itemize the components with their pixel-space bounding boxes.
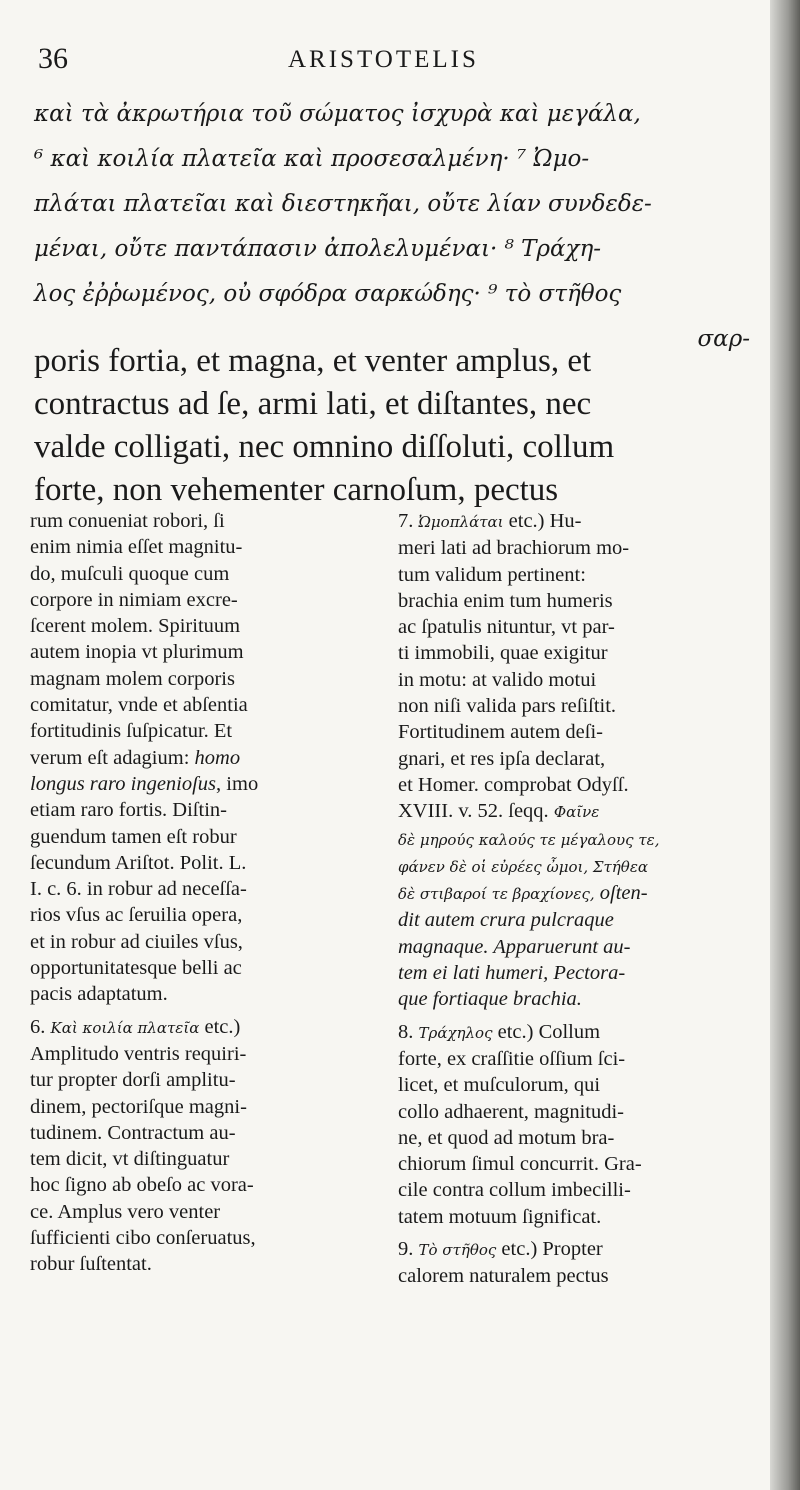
commentary-line [30,1251,370,1277]
line-text: pacis adaptatum. [30,983,168,1006]
line-text: XVIII. v. 52. ſeqq. [398,800,549,823]
commentary-line [30,1199,370,1225]
line-text: autem inopia vt plurimum [30,641,244,664]
commentary-line [30,1172,370,1198]
commentary-line [30,1146,370,1172]
line-text: calorem naturalem pectus [398,1265,609,1288]
greek-text-block [34,92,754,362]
greek-line: λος ἐῤῥωμένος, οὐ σφόδρα σαρκώδης· ⁹ τὸ στῆθος [34,281,622,307]
commentary-line [398,772,766,798]
commentary-line [398,853,766,880]
italic-text: longus raro ingenioſus [30,772,217,795]
italic-text: dit autem crura pulcraque [398,909,614,932]
commentary-left-column [30,508,370,1278]
commentary-line [30,981,370,1007]
greek-quote: δὲ μηρούς καλούς τε μέγαλους τε, [398,830,660,849]
commentary-line [30,587,370,613]
italic-text: que fortiaque brachia. [398,988,582,1011]
commentary-line [30,955,370,981]
line-text: Fortitudinem autem deſi- [398,721,603,744]
commentary-line [398,1099,766,1125]
line-text: hoc ſigno ab obeſo ac vora- [30,1174,254,1197]
line-text: do, muſculi quoque cum [30,562,230,585]
commentary-line [30,534,370,560]
commentary-line [398,986,766,1012]
commentary-line [398,508,766,535]
commentary-line [398,1263,766,1289]
commentary-line [30,718,370,744]
commentary-line [398,960,766,986]
line-text: verum eſt adagium: [30,746,190,769]
commentary-line [398,614,766,640]
commentary-line [398,1019,766,1046]
greek-line: ⁶ καὶ κοιλία πλατεῖα καὶ προσεσαλμένη· ⁷ Ὠμο- [34,146,590,172]
line-text: etc.) Hu- [508,510,582,532]
commentary-line [398,798,766,825]
line-text: robur ſuſtentat. [30,1253,152,1276]
latin-translation-block [34,340,754,512]
line-text: cile contra collum imbecilli- [398,1179,631,1202]
line-text: in motu: at valido motui [398,668,597,691]
commentary-line [398,934,766,960]
commentary-line [30,1041,370,1067]
commentary-line [30,508,370,534]
line-text: 6. [30,1015,46,1038]
running-header [38,42,728,78]
commentary-line [398,1204,766,1230]
line-text: collo adhaerent, magnitudi- [398,1100,624,1123]
line-text: tatem motuum ſignificat. [398,1205,602,1228]
commentary-line [398,1151,766,1177]
commentary-line [30,1120,370,1146]
line-text: ſufficienti cibo conſeruatus, [30,1227,256,1250]
line-text: Amplitudo ventris requiri- [30,1042,247,1065]
commentary-line [30,1067,370,1093]
line-text: I. c. 6. in robur ad neceſſa- [30,878,247,901]
line-text: rum conueniat robori, ſi [30,510,225,532]
commentary-line [30,824,370,850]
italic-text: magnaque. Apparuerunt au- [398,935,631,958]
commentary-line [398,588,766,614]
line-text: non niſi valida pars reſiſtit. [398,695,617,718]
line-text: forte, ex craſſitie oſſium ſci- [398,1047,626,1070]
page-number: 36 [38,42,68,75]
line-text: brachia enim tum humeris [398,589,613,612]
line-text: tum validum pertinent: [398,563,586,586]
line-text: etiam raro fortis. Diſtin- [30,799,227,822]
greek-quote: φάνεν δὲ οἱ εὐρέες ὦμοι, Στήθεα [398,857,648,876]
commentary-line [30,1094,370,1120]
commentary-line [398,640,766,666]
latin-line: valde colligati, nec omnino diſſoluti, collum [34,429,615,465]
line-text: rios vſus ac ſeruilia opera, [30,904,243,927]
commentary-line [398,907,766,933]
line-text: enim nimia eſſet magnitu- [30,536,243,559]
line-text: etc.) Propter [501,1238,603,1261]
italic-text: oſten- [599,882,648,905]
commentary-line [30,1225,370,1251]
commentary-line [398,880,766,907]
line-text: ti immobili, quae exigitur [398,642,608,665]
commentary-line [30,1014,370,1041]
commentary-line [398,693,766,719]
commentary-line [30,692,370,718]
line-text: tur propter dorſi amplitu- [30,1069,236,1092]
line-text: fortitudinis ſuſpicatur. Et [30,720,233,743]
commentary-line [398,1046,766,1072]
commentary-line [30,850,370,876]
latin-line: forte, non vehementer carnoſum, pectus [34,472,559,508]
line-text: opportunitatesque belli ac [30,957,242,980]
line-text: dinem, pectoriſque magni- [30,1095,247,1118]
greek-lemma: Φαῖνε [553,803,600,822]
line-text: etc.) [204,1015,241,1038]
commentary-line [30,902,370,928]
line-text: , imo [216,772,259,795]
line-text: tem dicit, vt diſtinguatur [30,1148,230,1171]
greek-lemma: Ὠμοπλάται [418,513,504,531]
line-text: etc.) Collum [497,1020,601,1043]
commentary-line [30,929,370,955]
catchword: σαρ- [697,326,750,352]
greek-line: μέναι, οὔτε παντάπασιν ἀπολελυμέναι· ⁸ Τράχη- [34,236,602,262]
greek-lemma: Καὶ κοιλία πλατεῖα [50,1018,200,1037]
commentary-line [398,562,766,588]
running-title: ARISTOTELIS [288,46,479,73]
commentary-line [398,1125,766,1151]
line-text: et in robur ad ciuiles vſus, [30,930,243,953]
line-text: ac ſpatulis nituntur, vt par- [398,616,615,639]
commentary-line [398,535,766,561]
commentary-line [30,745,370,771]
line-text: magnam molem corporis [30,667,235,690]
line-text: ſecundum Ariſtot. Polit. L. [30,851,247,874]
greek-line: καὶ τὰ ἀκρωτήρια τοῦ σώματος ἰσχυρὰ καὶ μεγάλα, [34,101,641,127]
line-text: ce. Amplus vero venter [30,1200,221,1223]
greek-line: πλάται πλατεῖαι καὶ διεστηκῆαι, οὔτε λίαν συνδεδε- [34,191,652,217]
commentary-line [30,561,370,587]
latin-line: contractus ad ſe, armi lati, et diſtantes, nec [34,386,592,422]
commentary-right-column [398,508,766,1290]
greek-lemma: Τράχηλος [418,1023,493,1042]
line-text: comitatur, vnde et abſentia [30,694,248,717]
commentary-line [398,667,766,693]
italic-text: homo [194,746,241,769]
line-text: meri lati ad brachiorum mo- [398,537,630,560]
line-text: chiorum ſimul concurrit. Gra- [398,1153,642,1176]
greek-quote: δὲ στιβαροί τε βραχίονες, [398,885,595,904]
commentary-line [398,746,766,772]
page-edge-shadow [770,0,800,1490]
commentary-line [30,876,370,902]
line-text: 7. [398,510,414,532]
commentary-line [30,797,370,823]
commentary-line [30,771,370,797]
commentary-line [398,826,766,853]
line-text: ſcerent molem. Spirituum [30,615,241,638]
commentary-line [30,639,370,665]
commentary-line [398,1236,766,1263]
line-text: licet, et muſculorum, qui [398,1074,601,1097]
line-text: 8. [398,1020,414,1043]
greek-lemma: Τὸ στῆθος [418,1241,497,1260]
line-text: 9. [398,1238,414,1261]
commentary-line [30,666,370,692]
line-text: ne, et quod ad motum bra- [398,1126,615,1149]
italic-text: tem ei lati humeri, Pectora- [398,962,626,985]
latin-line: poris fortia, et magna, et venter amplus, et [34,343,592,379]
commentary-line [398,1072,766,1098]
line-text: corpore in nimiam excre- [30,588,238,611]
line-text: tudinem. Contractum au- [30,1121,236,1144]
commentary-line [30,613,370,639]
commentary-line [398,1177,766,1203]
line-text: guendum tamen eſt robur [30,825,237,848]
line-text: gnari, et res ipſa declarat, [398,747,606,770]
line-text: et Homer. comprobat Odyſſ. [398,773,629,796]
commentary-line [398,719,766,745]
